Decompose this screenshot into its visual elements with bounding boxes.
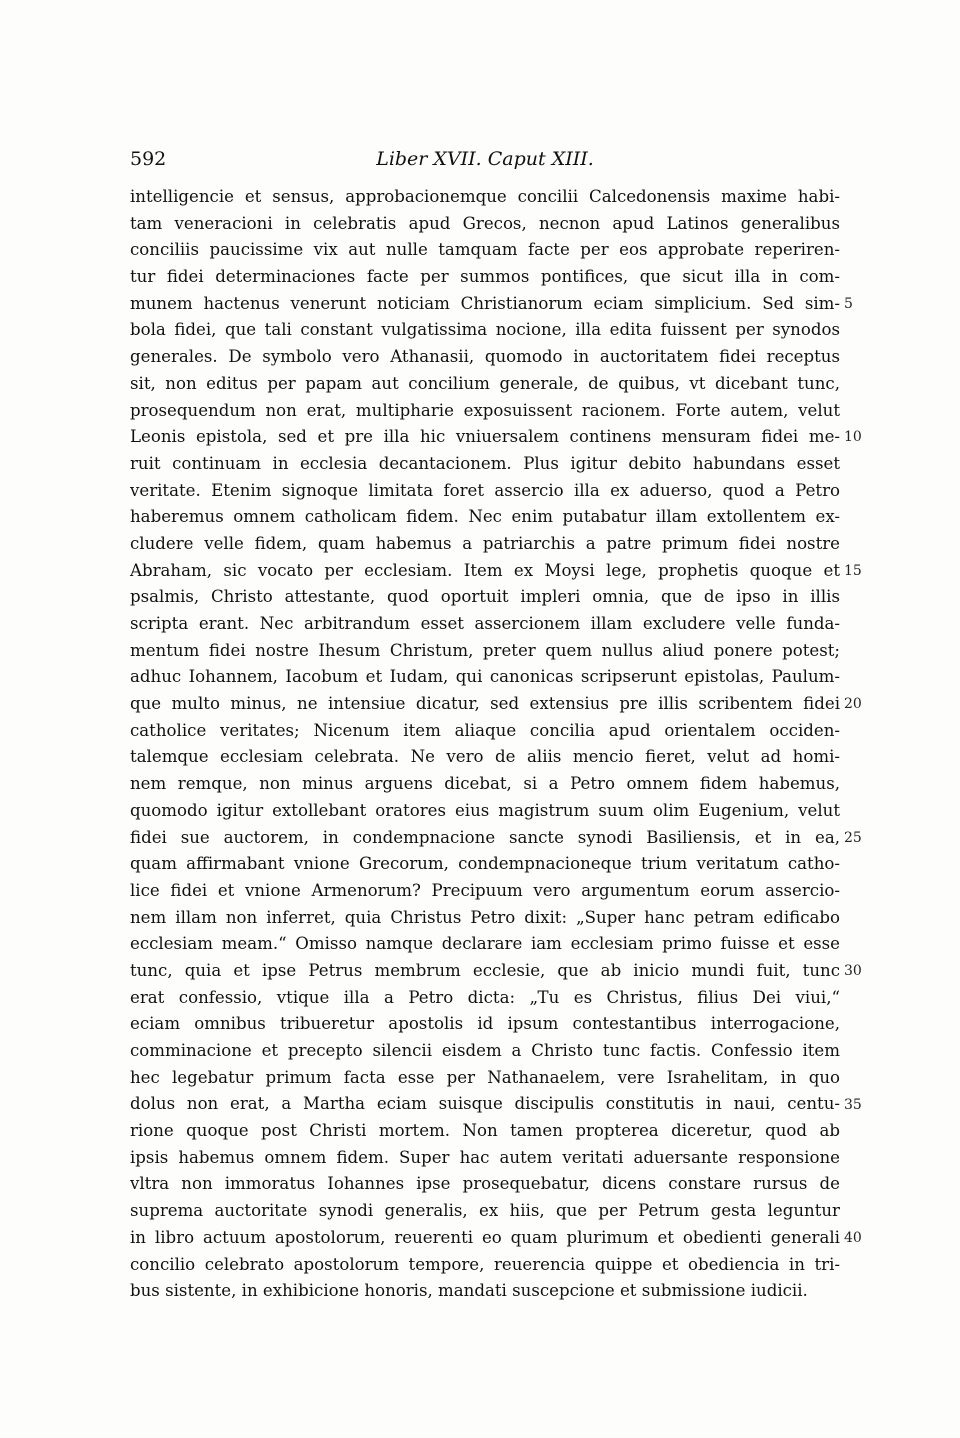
text-line: veritate. Etenim signoque limitata foret assercio illa ex aduerso, quod a Petro bbox=[130, 480, 840, 500]
text-line: que multo minus, ne intensiue dicatur, sed extensius pre illis scribentem fidei bbox=[130, 694, 840, 714]
body-text bbox=[130, 184, 840, 1305]
text-line: prosequendum non erat, multipharie exposuissent racionem. Forte autem, velut bbox=[130, 400, 840, 420]
text-line: ipsis habemus omnem fidem. Super hac autem veritati aduersante responsione bbox=[130, 1147, 840, 1167]
text-line: erat confessio, vtique illa a Petro dicta: „Tu es Christus, filius Dei viui,“ bbox=[130, 987, 840, 1007]
text-line: adhuc Iohannem, Iacobum et Iudam, qui canonicas scripserunt epistolas, Paulum- bbox=[130, 667, 840, 687]
line-number: 40 bbox=[844, 1230, 862, 1247]
text-line: mentum fidei nostre Ihesum Christum, preter quem nullus aliud ponere potest; bbox=[130, 640, 840, 660]
text-line: eciam omnibus tribueretur apostolis id ipsum contestantibus interrogacione, bbox=[130, 1014, 840, 1034]
text-line: Leonis epistola, sed et pre illa hic vniuersalem continens mensuram fidei me- bbox=[130, 427, 840, 447]
text-line: quomodo igitur extollebant oratores eius magistrum suum olim Eugenium, velut bbox=[130, 800, 840, 820]
text-line: bola fidei, que tali constant vulgatissima nocione, illa edita fuissent per synodos bbox=[130, 320, 840, 340]
text-line: munem hactenus venerunt noticiam Christianorum eciam simplicium. Sed sim- bbox=[130, 293, 840, 313]
line-number: 15 bbox=[844, 562, 862, 579]
text-line: concilio celebrato apostolorum tempore, reuerencia quippe et obediencia in tri- bbox=[130, 1254, 840, 1274]
line-number: 10 bbox=[844, 429, 862, 446]
text-line: cludere velle fidem, quam habemus a patriarchis a patre primum fidei nostre bbox=[130, 533, 840, 553]
text-line: suprema auctoritate synodi generalis, ex hiis, que per Petrum gesta leguntur bbox=[130, 1201, 840, 1221]
text-line: bus sistente, in exhibicione honoris, mandati suscepcione et submissione iudicii. bbox=[130, 1281, 808, 1301]
text-line: ruit continuam in ecclesia decantacionem. Plus igitur debito habundans esset bbox=[130, 453, 840, 473]
text-line: scripta erant. Nec arbitrandum esset assercionem illam excludere velle funda- bbox=[130, 614, 840, 633]
line-number: 30 bbox=[844, 963, 862, 980]
text-line: dolus non erat, a Martha eciam suisque discipulis constitutis in naui, centu- bbox=[130, 1094, 840, 1114]
line-number: 5 bbox=[844, 295, 853, 312]
text-line: talemque ecclesiam celebrata. Ne vero de aliis mencio fieret, velut ad homi- bbox=[130, 747, 840, 767]
text-line: generales. De symbolo vero Athanasii, quomodo in auctoritatem fidei receptus bbox=[130, 347, 840, 367]
text-line: psalmis, Christo attestante, quod oportuit impleri omnia, que de ipso in illis bbox=[130, 587, 840, 607]
text-line: comminacione et precepto silencii eisdem a Christo tunc factis. Confessio item bbox=[130, 1041, 840, 1060]
text-line: intelligencie et sensus, approbacionemque concilii Calcedonensis maxime habi- bbox=[130, 187, 840, 206]
text-line: nem remque, non minus arguens dicebat, si a Petro omnem fidem habemus, bbox=[130, 774, 840, 794]
line-number: 35 bbox=[844, 1096, 862, 1113]
text-line: Abraham, sic vocato per ecclesiam. Item ex Moysi lege, prophetis quoque et bbox=[130, 560, 840, 580]
line-number: 25 bbox=[844, 829, 862, 846]
text-line: tam veneracioni in celebratis apud Grecos, necnon apud Latinos generalibus bbox=[130, 213, 840, 233]
text-line: tur fidei determinaciones facte per summos pontifices, que sicut illa in com- bbox=[130, 267, 840, 287]
text-line: vltra non immoratus Iohannes ipse prosequebatur, dicens constare rursus de bbox=[130, 1174, 840, 1194]
text-line: ecclesiam meam.“ Omisso namque declarare iam ecclesiam primo fuisse et esse bbox=[130, 934, 840, 954]
text-line: hec legebatur primum facta esse per Nathanaelem, vere Israhelitam, in quo bbox=[130, 1067, 840, 1087]
text-line: catholice veritates; Nicenum item aliaque concilia apud orientalem occiden- bbox=[130, 720, 840, 740]
text-line: conciliis paucissime vix aut nulle tamquam facte per eos approbate reperiren- bbox=[130, 240, 840, 260]
text-line: nem illam non inferret, quia Christus Petro dixit: „Super hanc petram edificabo bbox=[130, 907, 840, 927]
text-line: in libro actuum apostolorum, reuerenti eo quam plurimum et obedienti generali bbox=[130, 1227, 840, 1247]
text-line: haberemus omnem catholicam fidem. Nec enim putabatur illam extollentem ex- bbox=[130, 507, 840, 527]
line-number: 20 bbox=[844, 696, 862, 713]
text-line: tunc, quia et ipse Petrus membrum ecclesie, que ab inicio mundi fuit, tunc bbox=[130, 960, 840, 980]
text-line: lice fidei et vnione Armenorum? Precipuum vero argumentum eorum assercio- bbox=[130, 880, 840, 900]
page-number: 592 bbox=[130, 148, 167, 170]
text-line: sit, non editus per papam aut concilium generale, de quibus, vt dicebant tunc, bbox=[130, 373, 840, 393]
running-title: Liber XVII. Caput XIII. bbox=[376, 148, 594, 170]
text-line: quam affirmabant vnione Grecorum, condempnacioneque trium veritatum catho- bbox=[130, 854, 840, 874]
text-line: rione quoque post Christi mortem. Non tamen propterea diceretur, quod ab bbox=[130, 1121, 840, 1141]
page-header bbox=[130, 148, 840, 178]
text-line: fidei sue auctorem, in condempnacione sancte synodi Basiliensis, et in ea, bbox=[130, 827, 840, 847]
